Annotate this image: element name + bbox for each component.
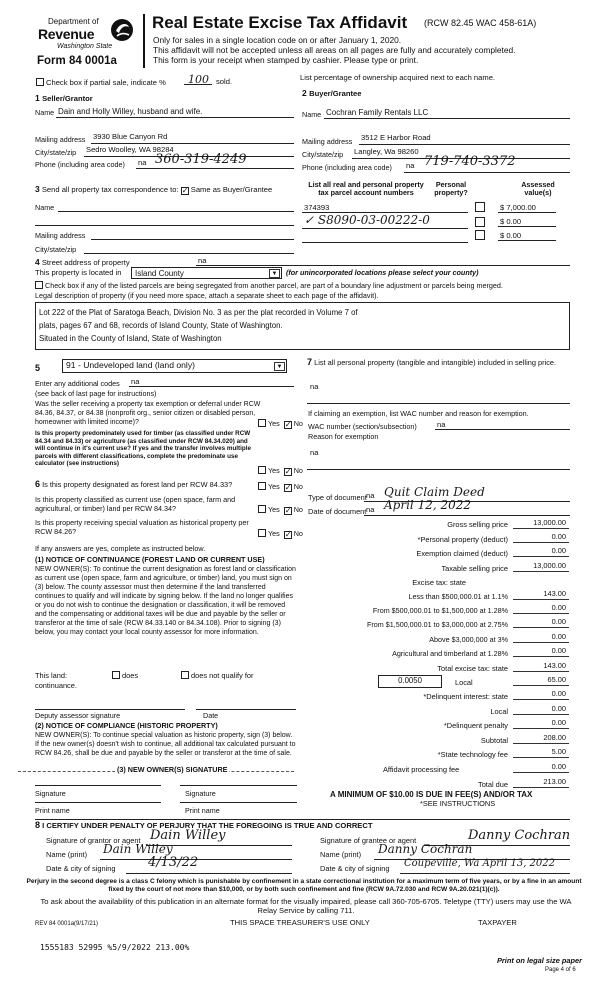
grantee-signature[interactable]: Danny Cochran	[468, 828, 571, 843]
section7-num: 7	[307, 357, 313, 367]
local-interest-label: Local	[490, 707, 508, 716]
tech-fee-value[interactable]: 5.00	[551, 747, 566, 756]
rate-1-label: Less than $500,000.01 at 1.1%	[408, 592, 508, 601]
exemption-no-label: No	[293, 419, 303, 428]
doc-date-field[interactable]: April 12, 2022	[384, 498, 472, 512]
delinquent-penalty-value[interactable]: 0.00	[551, 718, 566, 727]
forest-no-checkbox[interactable]	[284, 484, 292, 492]
doc-type-prefix: na	[366, 491, 375, 500]
cashier-stamp: 1555183 52995 %5/9/2022 213.00%	[40, 943, 190, 952]
historical-yes-no	[258, 529, 303, 539]
amount-line	[513, 528, 569, 529]
processing-fee-value[interactable]: 0.00	[551, 762, 566, 771]
section5-num: 5	[35, 363, 41, 373]
exemption-yes-no	[258, 419, 303, 429]
seller-name-label: Name	[35, 108, 55, 117]
parcel-slash-mark: ✓	[304, 213, 318, 227]
accessibility-note: To ask about the availability of this publication in an alternate format for the visually impaired, please call 360-705-6705. Teletype (TTY) users may use the WA Relay Service by calling 711.	[40, 897, 572, 915]
continuance-word: continuance.	[35, 681, 77, 690]
seller-name-line	[56, 117, 294, 118]
seller-city-label: City/state/zip	[35, 148, 77, 157]
timber-yes-checkbox[interactable]	[258, 466, 266, 474]
doc-date-line	[364, 515, 570, 516]
local-interest-value[interactable]: 0.00	[551, 704, 566, 713]
total-state-value[interactable]: 143.00	[543, 661, 566, 670]
treasurer-use-label: THIS SPACE TREASURER'S USE ONLY	[230, 918, 370, 927]
seller-mailing-field[interactable]: 3930 Blue Canyon Rd	[93, 132, 168, 141]
forest-yes-label: Yes	[268, 482, 280, 491]
if-yes-note: If any answers are yes, complete as instructed below.	[35, 544, 206, 553]
wac-number-label: WAC number (section/subsection)	[308, 422, 417, 431]
personal-property-field[interactable]: na	[310, 382, 319, 391]
section3-num: 3	[35, 184, 40, 194]
seller-heading	[35, 94, 93, 104]
forest-yes-checkbox[interactable]	[258, 482, 266, 490]
correspondence-extra-line	[35, 225, 294, 226]
delinquent-state-value[interactable]: 0.00	[551, 689, 566, 698]
ownership-note: List percentage of ownership acquired next to each name.	[300, 73, 496, 82]
reason-label: Reason for exemption	[308, 432, 379, 441]
parcel-number-2-text: S8090-03-00222-0	[317, 213, 430, 227]
parcel-header: List all real and personal property tax parcel account numbers	[308, 180, 424, 198]
local-tax-value[interactable]: 65.00	[547, 675, 566, 684]
owner-print-label-1: Print name	[35, 806, 70, 815]
seller-name-field[interactable]: Dain and Holly Willey, husband and wife.	[58, 107, 203, 116]
timber-question: Is this property predominately used for timber (as classified under RCW 84.34 and 84.33) or agriculture (as classified under RCW 84.34.020) and will continue in it's current use? If yes and the transfer involves multiple parcels with different classifications, complete the predominate use calculator (see instructions)	[35, 430, 251, 468]
partial-sale-label: Check box if partial sale, indicate %	[46, 78, 166, 87]
buyer-mailing-field[interactable]: 3512 E Harbor Road	[361, 133, 431, 142]
current-use-yes-no	[258, 505, 303, 515]
forest-no-label: No	[293, 482, 303, 491]
forest-question-row	[35, 479, 232, 490]
buyer-city-label: City/state/zip	[302, 150, 344, 159]
grantor-date-line	[126, 873, 292, 874]
historical-no-checkbox[interactable]	[284, 531, 292, 539]
exemption-yes-label: Yes	[268, 419, 280, 428]
personal-deduct-value[interactable]: 0.00	[551, 532, 566, 541]
does-option	[112, 671, 138, 681]
taxpayer-label: TAXPAYER	[478, 918, 517, 927]
doc-type-label: Type of document	[308, 493, 367, 502]
delinquent-penalty-label: *Delinquent penalty	[443, 721, 508, 730]
delinquent-state-label: *Delinquent interest: state	[423, 692, 508, 701]
parcel-line-3	[302, 242, 468, 243]
does-not-option	[181, 671, 253, 681]
county-select-value: Island County	[135, 269, 184, 278]
seller-phone-prefix: na	[138, 158, 147, 167]
header-note-1: Only for sales in a single location code on or after January 1, 2020.	[153, 35, 402, 45]
assessed-value-2[interactable]: $ 0.00	[500, 217, 522, 226]
same-as-buyer-checkbox[interactable]	[181, 187, 189, 195]
rate-4-value[interactable]: 0.00	[551, 632, 566, 641]
buyer-phone-field[interactable]: 719-740-3372	[424, 154, 516, 169]
partial-sale-percent: 100	[188, 73, 209, 86]
assessed-value-header: Assessed value(s)	[521, 180, 555, 198]
buyer-mailing-label: Mailing address	[302, 137, 353, 146]
deputy-date-label: Date	[203, 711, 219, 720]
rate-1-value[interactable]: 143.00	[543, 589, 566, 598]
correspondence-label: Send all property tax correspondence to:	[41, 185, 179, 194]
current-use-question: Is this property classified as current use (open space, farm and agricultural, or timber) land per RCW 84.34?	[35, 495, 236, 513]
seller-num: 1	[35, 93, 40, 103]
total-state-label: Total excise tax: state	[437, 664, 508, 673]
wac-number-line	[435, 429, 570, 430]
forest-question: Is this property designated as forest land per RCW 84.33?	[42, 480, 233, 489]
personal-property-row	[307, 358, 571, 367]
amount-line	[513, 613, 569, 614]
partial-sale-row	[36, 78, 166, 88]
buyer-city-field[interactable]: Langley, Wa 98260	[354, 147, 419, 156]
current-use-no-label: No	[293, 505, 303, 514]
legal-line-2: plats, pages 67 and 68, records of Island County, State of Washington.	[39, 321, 283, 330]
legal-size-note: Print on legal size paper	[497, 956, 583, 965]
county-select[interactable]	[131, 267, 282, 279]
amount-line	[513, 542, 569, 543]
parcel-line-2	[302, 228, 468, 229]
exemption-wac-label: If claiming an exemption, list WAC number and reason for exemption.	[308, 409, 529, 418]
deputy-date-line	[196, 709, 296, 710]
header-divider	[143, 14, 145, 68]
legal-description-label: Legal description of property (if you need more space, attach a separate sheet to each page of the affidavit).	[35, 291, 379, 300]
buyer-mailing-line	[359, 144, 570, 145]
page-number: Page 4 of 6	[545, 967, 576, 973]
correspondence-city-line	[84, 253, 294, 254]
buyer-name-label: Name	[302, 110, 322, 119]
gross-selling-label: Gross selling price	[447, 520, 508, 529]
legal-line-1: Lot 222 of the Plat of Saratoga Beach, Division No. 3 as per the plat recorded in Volume 7 of	[39, 308, 358, 317]
personal-property-checkbox-2[interactable]	[475, 217, 485, 227]
subtotal-value[interactable]: 208.00	[543, 733, 566, 742]
seller-heading-label: Seller/Grantor	[42, 94, 93, 103]
agri-rate-value[interactable]: 0.00	[551, 646, 566, 655]
timber-no-checkbox[interactable]	[284, 468, 292, 476]
compliance-heading: (2) NOTICE OF COMPLIANCE (HISTORIC PROPERTY)	[35, 721, 218, 730]
located-in-label: This property is located in	[35, 268, 122, 277]
buyer-phone-label: Phone (including area code)	[302, 163, 392, 172]
timber-yes-no	[258, 466, 303, 476]
deputy-signature-label: Deputy assessor signature	[35, 711, 121, 720]
correspondence-mailing-label: Mailing address	[35, 231, 86, 240]
street-address-row	[35, 258, 130, 268]
revenue-emblem-icon	[110, 17, 134, 43]
owner-print-label-2: Print name	[185, 806, 220, 815]
reason-field[interactable]: na	[310, 448, 319, 457]
personal-property-header: Personal property?	[434, 180, 468, 198]
historical-yes-label: Yes	[268, 529, 280, 538]
new-owner-signature-heading: (3) NEW OWNER(S) SIGNATURE	[117, 765, 228, 774]
partial-sale-checkbox[interactable]	[36, 78, 44, 86]
grantee-date-label: Date & city of signing	[320, 864, 390, 873]
owner-print-line-2	[180, 802, 297, 803]
does-checkbox[interactable]	[112, 671, 120, 679]
subtotal-label: Subtotal	[480, 736, 508, 745]
exemption-question: Was the seller receiving a property tax exemption or deferral under RCW 84.36, 84.37, or 84.38 (nonprofit org., senior citizen or disabled person, homeowner with limited income)?	[35, 401, 261, 426]
amount-line	[513, 671, 569, 672]
assessed-line-2	[498, 226, 556, 227]
additional-codes-line	[129, 386, 294, 387]
historical-yes-checkbox[interactable]	[258, 529, 266, 537]
perjury-statement: Perjury in the second degree is a class C felony which is punishable by confinement in a state correctional institution for a maximum term of five years, or by a fine in an amount fixed by the court of not more than $10,000, or by both such confinement and fine (RCW 9A.72.030 and RCW 9A.20.021(1)(c)).	[26, 878, 582, 894]
form-title: Real Estate Excise Tax Affidavit	[152, 13, 408, 32]
partial-sale-sold: sold.	[216, 77, 233, 86]
street-address-line	[196, 265, 570, 266]
continuance-text: NEW OWNER(S): To continue the current designation as forest land or classification as current use (open space, farm and agriculture, or timber) land, you must sign on (3) below. The county assessor must then determine if the land transferred continues to qualify and will indicate by signing below. If the land no longer qualifies or you do not wish to continue the designation or classification, it will be removed and the compensating or additional taxes will be due and payable by the seller or transferor at the time of sale (RCW 84.33.140 or 84.34.108). Prior to signing (3) below, you may contact your local county assessor for more information.	[35, 566, 296, 636]
timber-yes-label: Yes	[268, 466, 280, 475]
parcel-number-2[interactable]	[304, 214, 430, 228]
land-use-value: 91 - Undeveloped land (land only)	[66, 360, 195, 370]
owner-print-line-1	[35, 802, 161, 803]
grantee-signature-label: Signature of grantee or agent	[320, 836, 417, 845]
header-note-2: This affidavit will not be accepted unless all areas on all pages are fully and accurately completed.	[153, 45, 516, 55]
owner-signature-line-2	[180, 785, 297, 786]
street-address-label: Street address of property	[41, 258, 130, 267]
correspondence-name-label: Name	[35, 203, 55, 212]
gross-selling-value[interactable]: 13,000.00	[533, 518, 566, 527]
buyer-num: 2	[302, 88, 307, 98]
compliance-text: NEW OWNER(S): To continue special valuation as historic property, sign (3) below. If the new owner(s) doesn't wish to continue, all additional tax calculated pursuant to RCW 84.26, shall be due and payable by the seller or transferor at the time of sale.	[35, 732, 296, 757]
section6-num: 6	[35, 479, 41, 489]
buyer-phone-line	[404, 172, 570, 173]
rate-3-label: From $1,500,000.01 to $3,000,000 at 2.75%	[366, 620, 508, 629]
rate-3-value[interactable]: 0.00	[551, 617, 566, 626]
header-note-3: This form is your receipt when stamped by cashier. Please type or print.	[153, 55, 419, 65]
personal-property-label: List all personal property (tangible and intangible) included in selling price.	[314, 358, 557, 367]
taxable-selling-value[interactable]: 13,000.00	[533, 561, 566, 570]
land-use-select[interactable]	[62, 359, 287, 373]
parcel-number-1[interactable]: 374393	[304, 203, 330, 212]
grantor-signature[interactable]: Dain Willey	[150, 828, 226, 843]
amount-line	[513, 685, 569, 686]
additional-codes-label: Enter any additional codes	[35, 379, 120, 388]
reason-line	[307, 469, 570, 470]
current-use-no-checkbox[interactable]	[284, 507, 292, 515]
historical-question: Is this property receiving special valuation as historical property per RCW 84.26?	[35, 518, 249, 536]
amount-line	[513, 787, 569, 788]
taxable-selling-label: Taxable selling price	[441, 564, 508, 573]
correspondence-row	[35, 185, 272, 195]
historical-no-label: No	[293, 529, 303, 538]
amount-line	[513, 757, 569, 758]
legal-description-box[interactable]	[35, 302, 570, 350]
owner-signature-label-1: Signature	[35, 789, 66, 798]
unincorporated-note: (for unincorporated locations please select your county)	[286, 268, 479, 277]
buyer-phone-prefix: na	[406, 161, 415, 170]
grantor-name-label: Name (print)	[46, 850, 88, 859]
see-back-note: (see back of last page for instructions)	[35, 389, 157, 398]
segregated-row	[35, 281, 503, 290]
buyer-heading-label: Buyer/Grantee	[309, 89, 362, 98]
assessed-line-1	[498, 212, 556, 213]
amount-line	[513, 571, 569, 572]
assessed-value-1[interactable]: $ 7,000.00	[500, 203, 536, 212]
continuance-heading: (1) NOTICE OF CONTINUANCE (FOREST LAND OR CURRENT USE)	[35, 555, 265, 564]
personal-deduct-label: *Personal property (deduct)	[417, 535, 508, 544]
doc-type-field[interactable]: Quit Claim Deed	[384, 485, 485, 499]
revenue-text: Revenue	[38, 26, 95, 42]
legal-line-3: Situated in the County of Island, State of Washington	[39, 334, 222, 343]
correspondence-mailing-line	[91, 239, 294, 240]
section8-num: 8	[35, 820, 41, 830]
assessed-value-3[interactable]: $ 0.00	[500, 231, 522, 240]
total-due-label: Total due	[478, 780, 508, 789]
forest-yes-no	[258, 482, 303, 492]
total-due-value[interactable]: 213.00	[543, 777, 566, 786]
see-instructions-note: *SEE INSTRUCTIONS	[420, 799, 496, 808]
this-land-label: This land:	[35, 671, 68, 680]
owner-signature-line-1	[35, 785, 161, 786]
personal-property-checkbox-3[interactable]	[475, 230, 485, 240]
washington-state-text: Washington State	[57, 43, 113, 50]
street-address-field[interactable]: na	[198, 256, 207, 265]
does-not-checkbox[interactable]	[181, 671, 189, 679]
grantor-date-label: Date & city of signing	[46, 864, 116, 873]
percent-underline	[184, 84, 212, 85]
grantee-date-field[interactable]: Coupeville, Wa April 13, 2022	[404, 858, 556, 869]
rate-2-label: From $500,000.01 to $1,500,000 at 1.28%	[372, 606, 508, 615]
amount-line	[513, 599, 569, 600]
same-as-buyer-label: Same as Buyer/Grantee	[190, 185, 273, 194]
deputy-signature-line	[35, 709, 185, 710]
agri-rate-label: Agricultural and timberland at 1.28%	[392, 649, 508, 658]
seller-phone-label: Phone (including area code)	[35, 160, 125, 169]
additional-codes-field[interactable]: na	[131, 377, 140, 386]
excise-state-heading: Excise tax: state	[412, 578, 466, 587]
certify-statement: I CERTIFY UNDER PENALTY OF PERJURY THAT THE FOREGOING IS TRUE AND CORRECT	[42, 821, 373, 830]
grantor-name-field[interactable]: Dain Willey	[103, 842, 173, 856]
buyer-name-field[interactable]: Cochran Family Rentals LLC	[326, 108, 429, 117]
doc-date-label: Date of document	[308, 507, 367, 516]
current-use-yes-checkbox[interactable]	[258, 505, 266, 513]
assessed-line-3	[498, 240, 556, 241]
section4-num: 4	[35, 257, 40, 267]
wac-number-field[interactable]: na	[437, 420, 446, 429]
segregated-checkbox[interactable]	[35, 281, 43, 289]
rate-2-value[interactable]: 0.00	[551, 603, 566, 612]
doc-date-prefix: na	[366, 505, 375, 514]
exemption-deduct-value[interactable]: 0.00	[551, 546, 566, 555]
amount-line	[513, 556, 569, 557]
timber-no-label: No	[293, 466, 303, 475]
form-citation: (RCW 82.45 WAC 458-61A)	[424, 18, 537, 28]
seller-phone-field[interactable]: 360-319-4249	[155, 152, 247, 167]
grantor-date-field[interactable]: 4/13/22	[148, 855, 199, 870]
personal-property-line	[307, 403, 570, 404]
minimum-fee-note: A MINIMUM OF $10.00 IS DUE IN FEE(S) AND/OR TAX	[330, 790, 533, 799]
segregated-label: Check box if any of the listed parcels are being segregated from another parcel, are part of a boundary line adjustment or parcels being merged.	[45, 281, 503, 290]
chevron-down-icon[interactable]: ▼	[269, 269, 280, 278]
exemption-yes-checkbox[interactable]	[258, 419, 266, 427]
correspondence-name-line	[58, 211, 294, 212]
grantee-name-field[interactable]: Danny Cochran	[378, 842, 473, 856]
chevron-down-icon[interactable]: ▼	[274, 362, 285, 371]
revision-label: REV 84 0001a(9/17/21)	[35, 921, 99, 927]
amount-line	[513, 642, 569, 643]
amount-line	[513, 772, 569, 773]
amount-line	[513, 743, 569, 744]
form-number: Form 84 0001a	[37, 55, 117, 67]
exemption-no-checkbox[interactable]	[284, 421, 292, 429]
tech-fee-label: *State technology fee	[437, 750, 508, 759]
buyer-name-line	[324, 118, 570, 119]
amount-line	[513, 627, 569, 628]
seller-mailing-line	[91, 143, 294, 144]
seller-mailing-label: Mailing address	[35, 135, 86, 144]
grantee-name-label: Name (print)	[320, 850, 362, 859]
owner-signature-label-2: Signature	[185, 789, 216, 798]
does-label: does	[122, 671, 139, 680]
local-rate-field[interactable]: 0.0050	[378, 675, 442, 688]
grantee-date-line	[400, 873, 570, 874]
personal-property-checkbox-1[interactable]	[475, 202, 485, 212]
processing-fee-label: Affidavit processing fee	[383, 765, 460, 774]
dept-of-text: Department of	[48, 17, 99, 26]
amount-line	[513, 656, 569, 657]
does-not-label: does not qualify for	[191, 671, 254, 680]
seller-city-field[interactable]: Sedro Woolley, WA 98284	[86, 145, 174, 154]
seller-phone-line	[136, 168, 294, 169]
correspondence-city-label: City/state/zip	[35, 245, 77, 254]
amount-line	[513, 714, 569, 715]
current-use-yes-label: Yes	[268, 505, 280, 514]
amount-line	[513, 699, 569, 700]
amount-line	[513, 728, 569, 729]
exemption-deduct-label: Exemption claimed (deduct)	[416, 549, 508, 558]
rate-4-label: Above $3,000,000 at 3%	[429, 635, 508, 644]
local-tax-label: Local	[455, 678, 473, 687]
buyer-heading	[302, 89, 361, 99]
grantor-signature-label: Signature of grantor or agent	[46, 836, 141, 845]
